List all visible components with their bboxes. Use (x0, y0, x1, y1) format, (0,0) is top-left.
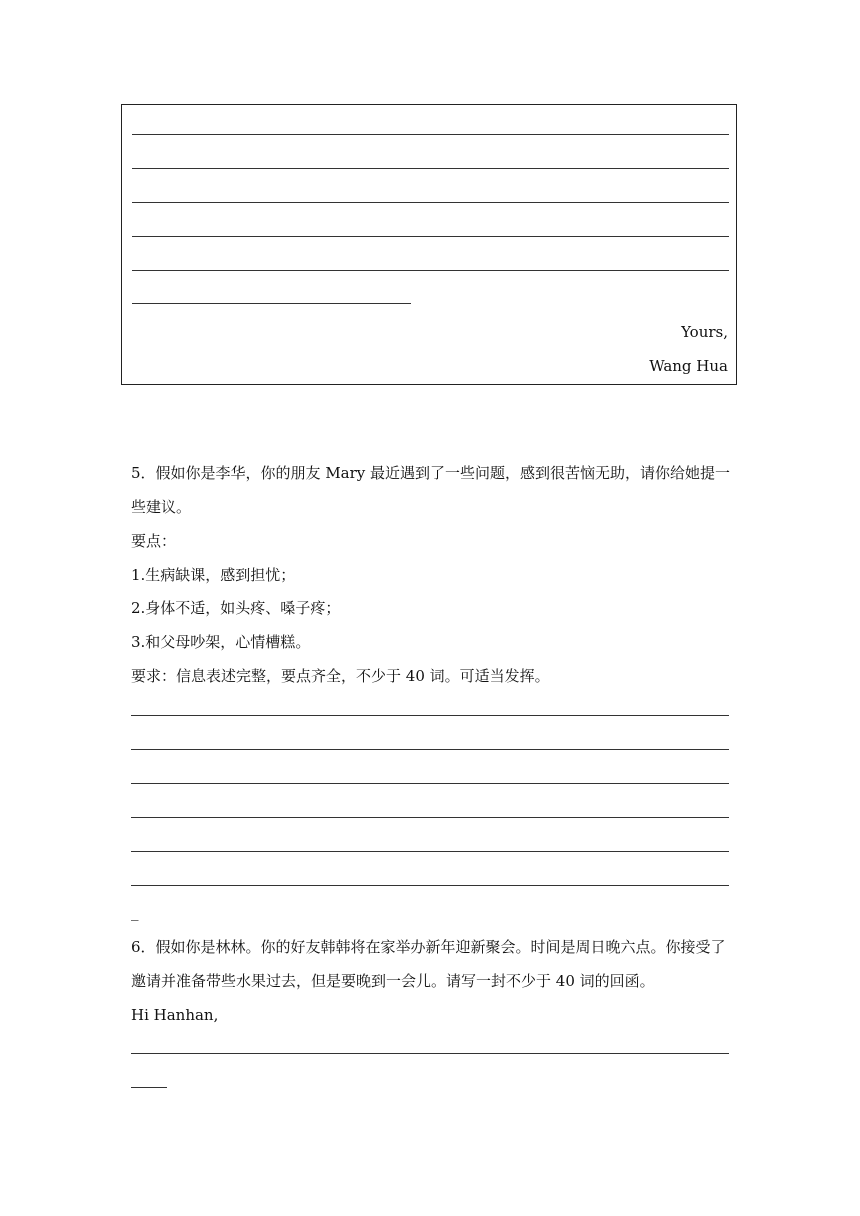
q5-requirement: 要求：信息表述完整，要点齐全，不少于 40 词。可适当发挥。 (131, 667, 550, 685)
q5-point-3: 3.和父母吵架，心情槽糕。 (131, 633, 311, 651)
letter-answer-box (121, 104, 737, 385)
q5-point-1: 1.生病缺课，感到担忧； (131, 566, 296, 584)
q5-prompt-line2: 些建议。 (131, 498, 192, 516)
q6-prompt-line1: 6．假如你是林林。你的好友韩韩将在家举办新年迎新聚会。时间是周日晚六点。你接受了 (131, 938, 726, 956)
answer-line[interactable] (132, 134, 729, 135)
answer-line[interactable] (131, 851, 729, 852)
q5-point-2: 2.身体不适，如头疼、嗓子疼； (131, 599, 341, 617)
answer-line[interactable] (132, 168, 729, 169)
q5-trailing-mark: _ (131, 903, 139, 921)
answer-line[interactable] (132, 270, 729, 271)
answer-line[interactable] (131, 817, 729, 818)
answer-line[interactable] (132, 202, 729, 203)
q5-points-label: 要点： (131, 532, 177, 550)
answer-line[interactable] (132, 236, 729, 237)
letter-closing: Yours, (681, 323, 728, 341)
q6-greeting: Hi Hanhan, (131, 1006, 219, 1024)
answer-line[interactable] (131, 885, 729, 886)
answer-line[interactable] (131, 715, 729, 716)
letter-signature: Wang Hua (649, 357, 728, 375)
q5-prompt-line1: 5．假如你是李华，你的朋友 Mary 最近遇到了一些问题，感到很苦恼无助，请你给她提一 (131, 464, 731, 482)
answer-line[interactable] (131, 1053, 729, 1054)
q6-prompt-line2: 邀请并准备带些水果过去，但是要晚到一会儿。请写一封不少于 40 词的回函。 (131, 972, 655, 990)
answer-line[interactable] (131, 749, 729, 750)
answer-line-short[interactable] (131, 1087, 167, 1088)
answer-line-short[interactable] (132, 303, 411, 304)
answer-line[interactable] (131, 783, 729, 784)
